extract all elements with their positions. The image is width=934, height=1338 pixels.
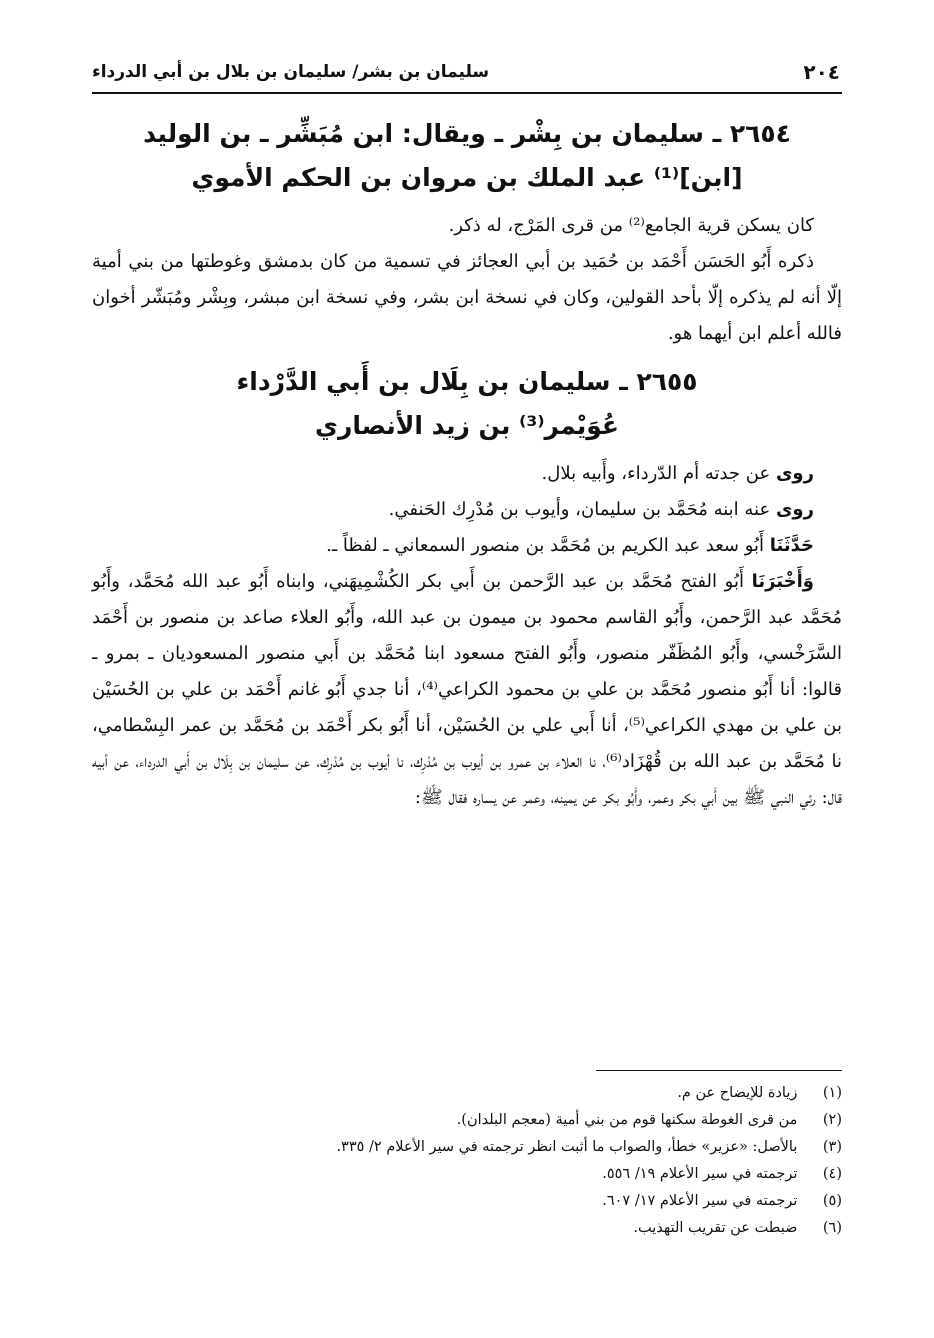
entry-title-2655-line2: عُوَيْمر⁽³⁾ بن زيد الأنصاري [315, 411, 619, 440]
paragraph [92, 564, 842, 816]
lead-word: روى [775, 463, 814, 484]
footnote-text: زيادة للإيضاح عن م. [677, 1085, 798, 1101]
paragraph [92, 456, 842, 492]
page-header [92, 56, 842, 94]
paragraph [92, 528, 842, 564]
footnote [92, 1161, 842, 1188]
footnote-text: ضبطت عن تقريب التهذيب. [633, 1220, 798, 1236]
footnote [92, 1107, 842, 1134]
footnote [92, 1215, 842, 1242]
footnote-number: (٥) [822, 1193, 842, 1209]
entry-title-2654-line1: ٢٦٥٤ ـ سليمان بن بِشْر ـ ويقال: ابن مُبَشِّر ـ بن الوليد [143, 119, 791, 148]
footnote-number: (٦) [822, 1220, 842, 1236]
footnote [92, 1080, 842, 1107]
running-title: سليمان بن بشر/ سليمان بن بلال بن أبي الدرداء [92, 62, 490, 82]
footnote-rule [596, 1070, 842, 1071]
footnotes [92, 1080, 842, 1242]
footnote-text: ترجمته في سير الأعلام ١٧/ ٦٠٧. [602, 1193, 798, 1209]
header-rule [92, 92, 842, 94]
lead-word: حَدَّثَنَا [769, 535, 814, 556]
paragraph: كان يسكن قرية الجامع⁽²⁾ من قرى المَرْج، له ذكر. [448, 215, 814, 236]
main-text [92, 112, 842, 816]
paragraph-text: أَبُو الفتح مُحَمَّد بن عبد الرَّحمن بن أَبي بكر الكُشْمِيهَني، وابناه أَبُو عبد الله مُحَمَّد، وأَبُو مُحَمَّد عبد الرَّحمن، وأَبُو القاسم محمود بن ميمون بن عبد الله، وأَبُو العلاء صاعد بن منصور بن أَحْمَد السَّرَخْسي، وأَبُو المُظَفّر منصور، وأَبُو الفتح مسعود ابنا مُحَمَّد بن أَبي منصور المسعوديان ـ بمرو ـ قالوا: أنا أَبُو منصور مُحَمَّد بن علي بن محمود الكراعي⁽⁴⁾، أنا جدي أَبُو غانم أَحْمَد بن علي بن الحُسَيْن بن علي بن مهدي الكراعي⁽⁵⁾، أنا أَبي علي بن الحُسَيْن، أنا أَبُو بكر أَحْمَد بن مُحَمَّد بن عمر البِسْطامي، نا مُحَمَّد بن عبد الله بن قُهْزَاد⁽⁶⁾، نا العلاء بن عمرو بن أيوب بن مُدْرِك، نا أيوب بن مُدْرِك، عن سليمان بن بِلَال بن أَبي الدرداء، عن أبيه قال: رئي النبي ﷺ بين أَبي بكر وعمر، وأَبُو بكر عن يمينه، وعمر عن يساره فقال ﷺ: [92, 571, 843, 808]
footnote [92, 1134, 842, 1161]
page-number: ٢٠٤ [803, 60, 840, 84]
footnote-number: (٣) [822, 1139, 842, 1155]
footnote-number: (٤) [822, 1166, 842, 1182]
lead-word: وَأَخْبَرَنَا [751, 571, 814, 592]
entry-title-2654-line2: [ابن]⁽¹⁾ عبد الملك بن مروان بن الحكم الأموي [191, 163, 743, 192]
paragraph: ذكره أَبُو الحَسَن أَحْمَد بن حُمَيد بن أبي العجائز في تسمية من كان بدمشق وغوطتها من بني أمية إلّا أنه لم يذكره إلّا بأحد القولين، وكان في نسخة ابن بشر، وفي نسخة ابن مبشر، وبِشْر ومُبَشّر أخوان فالله أعلم ابن أيهما هو. [92, 251, 842, 344]
paragraph [92, 492, 842, 528]
entry-title-2655-line1: ٢٦٥٥ ـ سليمان بن بِلَال بن أَبي الدَّرْداء [236, 367, 698, 396]
paragraph-text: عنه ابنه مُحَمَّد بن سليمان، وأيوب بن مُدْرِك الحَنفي. [388, 499, 776, 520]
lead-word: روى [775, 499, 814, 520]
footnote-text: ترجمته في سير الأعلام ١٩/ ٥٥٦. [602, 1166, 798, 1182]
footnote-text: بالأصل: «عزير» خطأ، والصواب ما أثبت انظر ترجمته في سير الأعلام ٢/ ٣٣٥. [336, 1139, 798, 1155]
footnote-number: (١) [822, 1085, 842, 1101]
paragraph-text: أَبُو سعد عبد الكريم بن مُحَمَّد بن منصور السمعاني ـ لفظاً ـ. [326, 535, 770, 556]
footnote-text: من قرى الغوطة سكنها قوم من بني أمية (معجم البلدان). [456, 1112, 798, 1128]
paragraph-text: عن جدته أم الدّرداء، وأَبيه بلال. [541, 463, 776, 484]
footnote [92, 1188, 842, 1215]
footnote-number: (٢) [822, 1112, 842, 1128]
